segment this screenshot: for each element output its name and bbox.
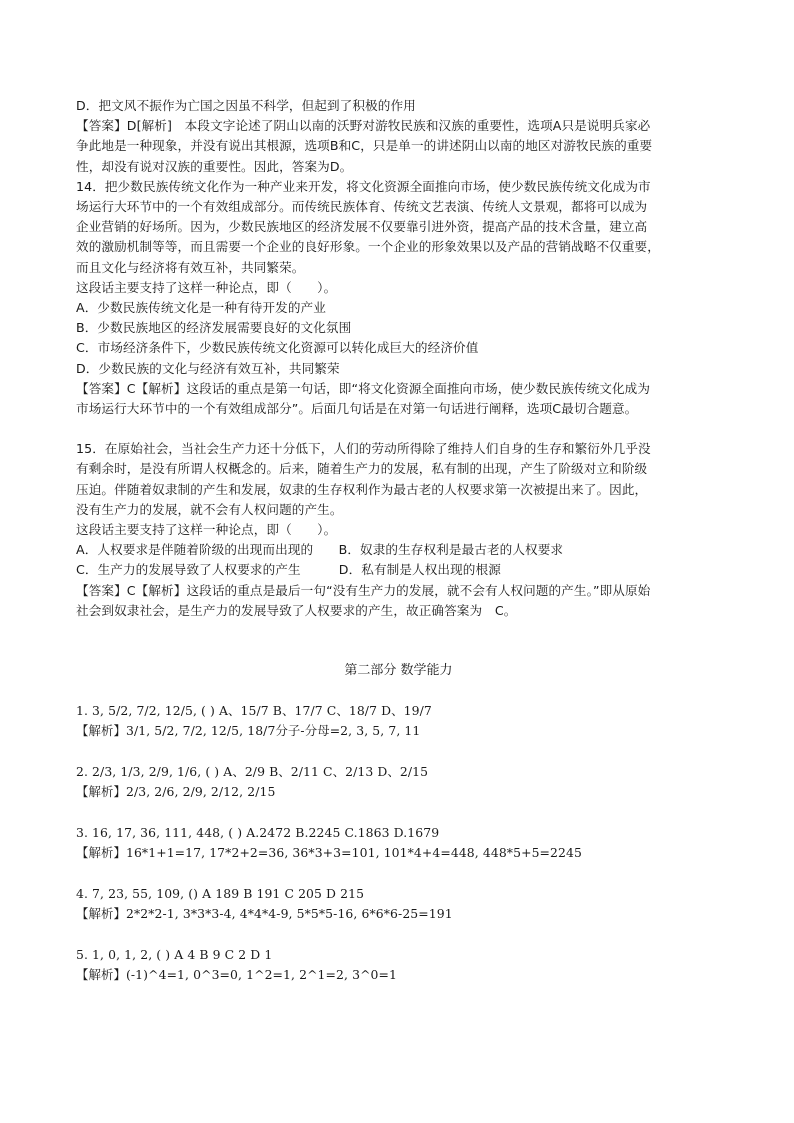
math-question-text: 2. 2/3, 1/3, 2/9, 1/6, ( ) A、2/9 B、2/11 C、2/13 D、2/15 [76,763,429,779]
question-15 [76,439,721,621]
option-d: D．少数民族的文化与经济有效互补，共同繁荣 [76,360,340,376]
stem-line: 15．在原始社会，当社会生产力还十分低下，人们的劳动所得除了维持人们自身的生存和繁衍外几乎没 [76,441,651,457]
math-section [76,701,721,985]
stem-line: 有剩余时，是没有所谓人权概念的。后来，随着生产力的发展，私有制的出现，产生了阶级对立和阶级 [76,461,648,477]
math-analysis: 【解析】3/1, 5/2, 7/2, 12/5, 18/7分子-分母=2, 3, 5, 7, 11 [76,723,421,739]
answer-line: 性，却没有说对汉族的重要性。因此，答案为D。 [76,158,353,174]
answer-line: 社会到奴隶社会，是生产力的发展导致了人权要求的产生，故正确答案为 C。 [76,602,517,618]
stem-line: 压迫。伴随着奴隶制的产生和发展，奴隶的生存权利作为最古老的人权要求第一次被提出来了。因此， [76,481,648,497]
stem-line: 场运行大环节中的一个有效组成部分。而传统民族体育、传统文艺表演、传统人文景观，都将可以成为 [76,199,648,215]
section-title: 第二部分 数学能力 [344,663,453,679]
stem-line: 而且文化与经济将有效互补，共同繁荣。 [76,259,305,275]
option-c: C．市场经济条件下，少数民族传统文化资源可以转化成巨大的经济价值 [76,340,479,356]
stem-line: 14．把少数民族传统文化作为一种产业来开发，将文化资源全面推向市场，使少数民族传统文化成为市 [76,178,651,194]
math-question-text: 1. 3, 5/2, 7/2, 12/5, ( ) A、15/7 B、17/7 C、18/7 D、19/7 [76,703,432,719]
options-row: C．生产力的发展导致了人权要求的产生 D．私有制是人权出现的根源 [76,562,501,578]
answer-line: 【答案】C【解析】这段话的重点是最后一句“没有生产力的发展，就不会有人权问题的产生。”即从原始 [76,582,651,598]
stem-line: 没有生产力的发展，就不会有人权问题的产生。 [76,501,343,517]
option-b: B．少数民族地区的经济发展需要良好的文化氛围 [76,320,352,336]
math-question-text: 5. 1, 0, 1, 2, ( ) A 4 B 9 C 2 D 1 [76,946,273,962]
option-a: A．少数民族传统文化是一种有待开发的产业 [76,300,326,316]
math-question-3 [76,823,721,863]
document-page [76,96,721,1006]
stem-line: 企业营销的好场所。因为，少数民族地区的经济发展不仅要靠引进外资，提高产品的技术含量，建立高 [76,219,648,235]
question-14 [76,177,721,419]
spacer [76,621,721,661]
math-question-2 [76,762,721,802]
spacer [76,681,721,701]
math-question-4 [76,884,721,924]
math-analysis: 【解析】16*1+1=17, 17*2+2=36, 36*3+3=101, 101*4+4=448, 448*5+5=2245 [76,845,582,861]
answer-line: 【答案】D[解析] 本段文字论述了阴山以南的沃野对游牧民族和汉族的重要性，选项A只是说明兵家必 [76,118,651,134]
math-question-text: 3. 16, 17, 36, 111, 448, ( ) A.2472 B.2245 C.1863 D.1679 [76,824,440,840]
answer-line: 市场运行大环节中的一个有效组成部分”。后面几句话是在对第一句话进行阐释，选项C最切合题意。 [76,401,638,417]
answer-line: 争此地是一种现象，并没有说出其根源，选项B和C，只是单一的讲述阴山以南的地区对游牧民族的重要 [76,138,653,154]
question-13-tail [76,96,721,177]
question-prompt: 这段话主要支持了这样一种论点，即（ ）。 [76,279,337,295]
question-prompt: 这段话主要支持了这样一种论点，即（ ）。 [76,522,337,538]
stem-line: 效的激励机制等等，而且需要一个企业的良好形象。一个企业的形象效果以及产品的营销战略不仅重要， [76,239,660,255]
options-row: A．人权要求是伴随着阶级的出现而出现的 B．奴隶的生存权利是最古老的人权要求 [76,542,564,558]
math-question-5 [76,945,721,985]
math-analysis: 【解析】(-1)^4=1, 0^3=0, 1^2=1, 2^1=2, 3^0=1 [76,966,397,982]
option-d: D．把文风不振作为亡国之因虽不科学，但起到了积极的作用 [76,98,416,113]
math-analysis: 【解析】2/3, 2/6, 2/9, 2/12, 2/15 [76,784,276,800]
math-question-text: 4. 7, 23, 55, 109, () A 189 B 191 C 205 D 215 [76,885,365,901]
answer-line: 【答案】C【解析】这段话的重点是第一句话，即“将文化资源全面推向市场，使少数民族传统文化成为 [76,380,651,396]
math-analysis: 【解析】2*2*2-1, 3*3*3-4, 4*4*4-9, 5*5*5-16, 6*6*6-25=191 [76,906,453,921]
math-question-1 [76,701,721,741]
spacer [76,419,721,439]
